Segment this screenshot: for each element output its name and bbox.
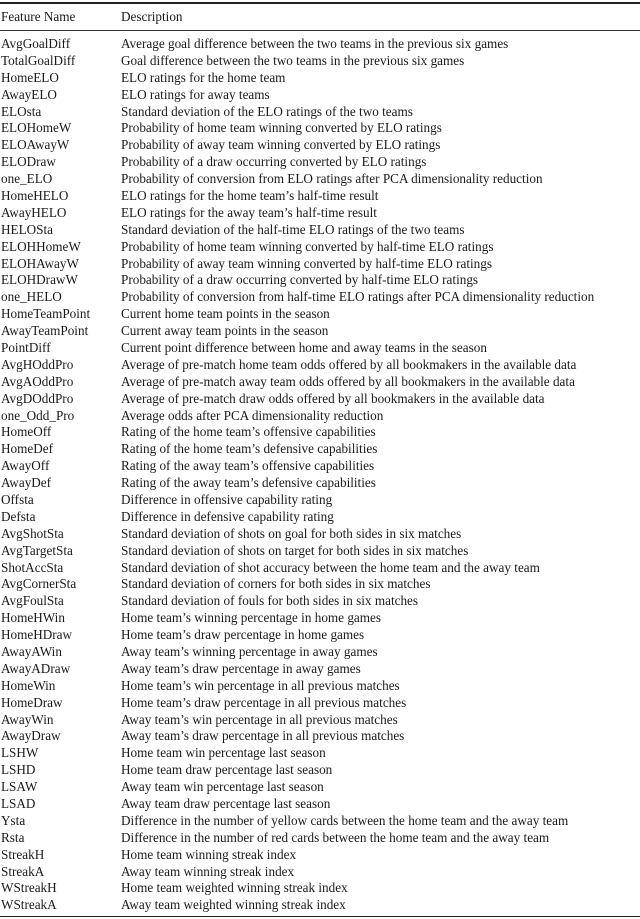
description-cell: Difference in the number of red cards between the home team and the away team xyxy=(121,829,550,845)
description-cell: Rating of the away team’s defensive capabilities xyxy=(121,475,376,491)
feature-name-cell: AwayADraw xyxy=(1,660,71,676)
description-cell: Probability of away team winning converted by ELO ratings xyxy=(121,137,441,153)
table-row xyxy=(0,221,640,238)
feature-name-cell: AwayAWin xyxy=(1,644,62,659)
table-row xyxy=(0,86,640,103)
description-cell: Average of pre-match home team odds offered by all bookmakers in the available data xyxy=(121,356,577,372)
feature-name-cell: AvgAOddPro xyxy=(1,373,74,389)
description-cell: Home team’s draw percentage in all previous matches xyxy=(121,694,407,710)
table-header xyxy=(0,4,640,31)
header-description: Description xyxy=(121,8,183,24)
table-row xyxy=(0,880,640,897)
table-row xyxy=(0,356,640,373)
feature-name-cell: Offsta xyxy=(1,491,34,507)
table-row xyxy=(0,36,640,53)
feature-name-cell: AvgFoulSta xyxy=(1,593,64,609)
table-row xyxy=(0,475,640,492)
description-cell: Away team draw percentage last season xyxy=(121,796,331,812)
feature-name-cell: AwayELO xyxy=(1,86,57,102)
description-cell: Rating of the home team’s offensive capabilities xyxy=(121,424,376,440)
table-row xyxy=(0,306,640,323)
description-cell: Away team win percentage last season xyxy=(121,779,324,795)
feature-name-cell: AvgTargetSta xyxy=(1,542,73,558)
table-row xyxy=(0,694,640,711)
description-cell: Current point difference between home and away teams in the season xyxy=(121,339,487,355)
feature-name-cell: ELOsta xyxy=(1,103,42,119)
feature-name-cell: HomeHELO xyxy=(1,187,69,203)
description-cell: Standard deviation of shots on target for both sides in six matches xyxy=(121,542,469,558)
table-row xyxy=(0,593,640,610)
feature-name-cell: HomeDraw xyxy=(1,694,63,710)
feature-name-cell: ELOAwayW xyxy=(1,137,70,153)
description-cell: Standard deviation of the half-time ELO ratings of the two teams xyxy=(121,221,465,237)
feature-name-cell: ELOHHomeW xyxy=(1,238,81,254)
table-row xyxy=(0,745,640,762)
feature-name-cell: ELOHomeW xyxy=(1,120,72,136)
feature-name-cell: AwayTeamPoint xyxy=(1,323,89,339)
description-cell: Standard deviation of shots on goal for both sides in six matches xyxy=(121,525,462,541)
table-row xyxy=(0,424,640,441)
description-cell: Home team’s win percentage in all previous matches xyxy=(121,677,400,693)
table-row xyxy=(0,238,640,255)
table-row xyxy=(0,272,640,289)
table-row xyxy=(0,660,640,677)
table-row xyxy=(0,796,640,813)
feature-name-cell: AvgDOddPro xyxy=(1,390,74,406)
description-cell: Difference in the number of yellow cards between the home team and the away team xyxy=(121,812,569,828)
table-row xyxy=(0,188,640,205)
table-row xyxy=(0,559,640,576)
table-row xyxy=(0,897,640,914)
feature-name-cell: HomeDef xyxy=(1,441,53,457)
description-cell: Goal difference between the two teams in the previous six games xyxy=(121,52,465,68)
feature-name-cell: HomeHWin xyxy=(1,610,65,626)
feature-name-cell: StreakH xyxy=(1,846,45,862)
description-cell: Standard deviation of shot accuracy between the home team and the away team xyxy=(121,559,540,575)
table-row xyxy=(0,289,640,306)
feature-name-cell: LSHW xyxy=(1,745,39,761)
feature-name-cell: LSAW xyxy=(1,779,38,795)
feature-name-cell: HELOSta xyxy=(1,221,54,237)
description-cell: ELO ratings for the home team xyxy=(121,69,286,85)
feature-name-cell: Ysta xyxy=(1,812,26,828)
description-cell: Probability of home team winning converted by ELO ratings xyxy=(121,120,442,136)
feature-name-cell: Defsta xyxy=(1,508,36,524)
description-cell: Away team’s win percentage in all previous matches xyxy=(121,711,398,727)
description-cell: Home team weighted winning streak index xyxy=(121,880,348,896)
feature-name-cell: one_ELO xyxy=(1,171,53,187)
feature-name-cell: HomeHDraw xyxy=(1,627,73,643)
description-cell: Standard deviation of the ELO ratings of the two teams xyxy=(121,103,413,119)
description-cell: Away team’s draw percentage in all previous matches xyxy=(121,728,405,744)
table-row xyxy=(0,812,640,829)
feature-name-cell: ELOHDrawW xyxy=(1,272,78,288)
description-cell: Away team’s winning percentage in away games xyxy=(121,644,378,659)
description-cell: Current home team points in the season xyxy=(121,306,330,322)
description-cell: Rating of the home team’s defensive capabilities xyxy=(121,441,378,457)
description-cell: Average goal difference between the two teams in the previous six games xyxy=(121,35,509,51)
feature-name-cell: AwayWin xyxy=(1,711,54,727)
feature-name-cell: HomeOff xyxy=(1,424,52,440)
description-cell: Standard deviation of corners for both sides in six matches xyxy=(121,576,431,592)
table-row xyxy=(0,137,640,154)
description-cell: Home team’s winning percentage in home games xyxy=(121,610,382,626)
table-row xyxy=(0,154,640,171)
description-cell: Probability of a draw occurring converted by half-time ELO ratings xyxy=(121,272,479,288)
description-cell: Home team winning streak index xyxy=(121,846,297,862)
feature-name-cell: LSAD xyxy=(1,796,36,812)
feature-name-cell: AvgHOddPro xyxy=(1,356,74,372)
table-row xyxy=(0,171,640,188)
feature-name-cell: AvgCornerSta xyxy=(1,576,77,592)
feature-name-cell: HomeWin xyxy=(1,677,56,693)
feature-name-cell: ELODraw xyxy=(1,154,56,170)
table-row xyxy=(0,255,640,272)
table-row xyxy=(0,762,640,779)
feature-name-cell: AwayDraw xyxy=(1,728,61,744)
feature-name-cell: StreakA xyxy=(1,863,45,879)
table-row xyxy=(0,407,640,424)
feature-name-cell: one_Odd_Pro xyxy=(1,407,75,423)
table-row xyxy=(0,69,640,86)
feature-name-cell: ELOHAwayW xyxy=(1,255,79,271)
table-row xyxy=(0,829,640,846)
description-cell: Average of pre-match draw odds offered by all bookmakers in the available data xyxy=(121,390,545,406)
table-row xyxy=(0,103,640,120)
feature-name-cell: AwayOff xyxy=(1,458,50,474)
feature-name-cell: AvgGoalDiff xyxy=(1,35,71,51)
table-row xyxy=(0,542,640,559)
table-row xyxy=(0,373,640,390)
description-cell: Away team’s draw percentage in away games xyxy=(121,660,361,676)
description-cell: Away team winning streak index xyxy=(121,863,295,879)
description-cell: Average of pre-match away team odds offered by all bookmakers in the available data xyxy=(121,373,575,389)
description-cell: Probability of conversion from ELO ratings after PCA dimensionality reduction xyxy=(121,171,543,187)
table-row xyxy=(0,525,640,542)
feature-name-cell: one_HELO xyxy=(1,289,62,305)
description-cell: Probability of conversion from half-time ELO ratings after PCA dimensionality reduction xyxy=(121,289,595,305)
description-cell: Difference in defensive capability rating xyxy=(121,508,334,524)
table-row xyxy=(0,508,640,525)
table-row xyxy=(0,576,640,593)
table-body xyxy=(0,31,640,916)
table-row xyxy=(0,458,640,475)
table-row xyxy=(0,441,640,458)
feature-name-cell: WStreakH xyxy=(1,880,57,896)
feature-name-cell: WStreakA xyxy=(1,897,57,913)
table-row xyxy=(0,846,640,863)
feature-table xyxy=(0,2,640,917)
description-cell: Home team’s draw percentage in home games xyxy=(121,627,365,643)
description-cell: Average odds after PCA dimensionality reduction xyxy=(121,407,384,423)
description-cell: ELO ratings for the home team’s half-time result xyxy=(121,187,379,203)
table-row xyxy=(0,204,640,221)
table-row xyxy=(0,711,640,728)
feature-name-cell: HomeTeamPoint xyxy=(1,306,91,322)
table-row xyxy=(0,677,640,694)
table-row xyxy=(0,120,640,137)
feature-name-cell: Rsta xyxy=(1,829,25,845)
description-cell: Probability of home team winning converted by half-time ELO ratings xyxy=(121,238,494,254)
feature-name-cell: AvgShotSta xyxy=(1,525,64,541)
description-cell: Current away team points in the season xyxy=(121,323,329,339)
description-cell: Home team draw percentage last season xyxy=(121,762,333,778)
table-row xyxy=(0,323,640,340)
table-row xyxy=(0,610,640,627)
table-row xyxy=(0,52,640,69)
feature-name-cell: PointDiff xyxy=(1,339,51,355)
feature-name-cell: ShotAccSta xyxy=(1,559,64,575)
table-row xyxy=(0,644,640,661)
table-row xyxy=(0,492,640,509)
feature-name-cell: HomeELO xyxy=(1,69,59,85)
table-row xyxy=(0,779,640,796)
feature-name-cell: AwayHELO xyxy=(1,204,67,220)
description-cell: ELO ratings for away teams xyxy=(121,86,270,102)
description-cell: Probability of a draw occurring converted by ELO ratings xyxy=(121,154,427,170)
description-cell: Difference in offensive capability rating xyxy=(121,491,333,507)
description-cell: Standard deviation of fouls for both sides in six matches xyxy=(121,593,419,609)
bottom-rule xyxy=(0,916,640,918)
feature-name-cell: TotalGoalDiff xyxy=(1,52,76,68)
table-row xyxy=(0,340,640,357)
feature-name-cell: LSHD xyxy=(1,762,36,778)
description-cell: Away team weighted winning streak index xyxy=(121,897,346,913)
description-cell: ELO ratings for the away team’s half-time result xyxy=(121,204,377,220)
table-row xyxy=(0,728,640,745)
table-row xyxy=(0,863,640,880)
feature-name-cell: AwayDef xyxy=(1,475,52,491)
table-row xyxy=(0,627,640,644)
description-cell: Home team win percentage last season xyxy=(121,745,326,761)
header-feature-name: Feature Name xyxy=(1,8,76,24)
description-cell: Probability of away team winning converted by half-time ELO ratings xyxy=(121,255,492,271)
table-row xyxy=(0,390,640,407)
description-cell: Rating of the away team’s offensive capabilities xyxy=(121,458,375,474)
